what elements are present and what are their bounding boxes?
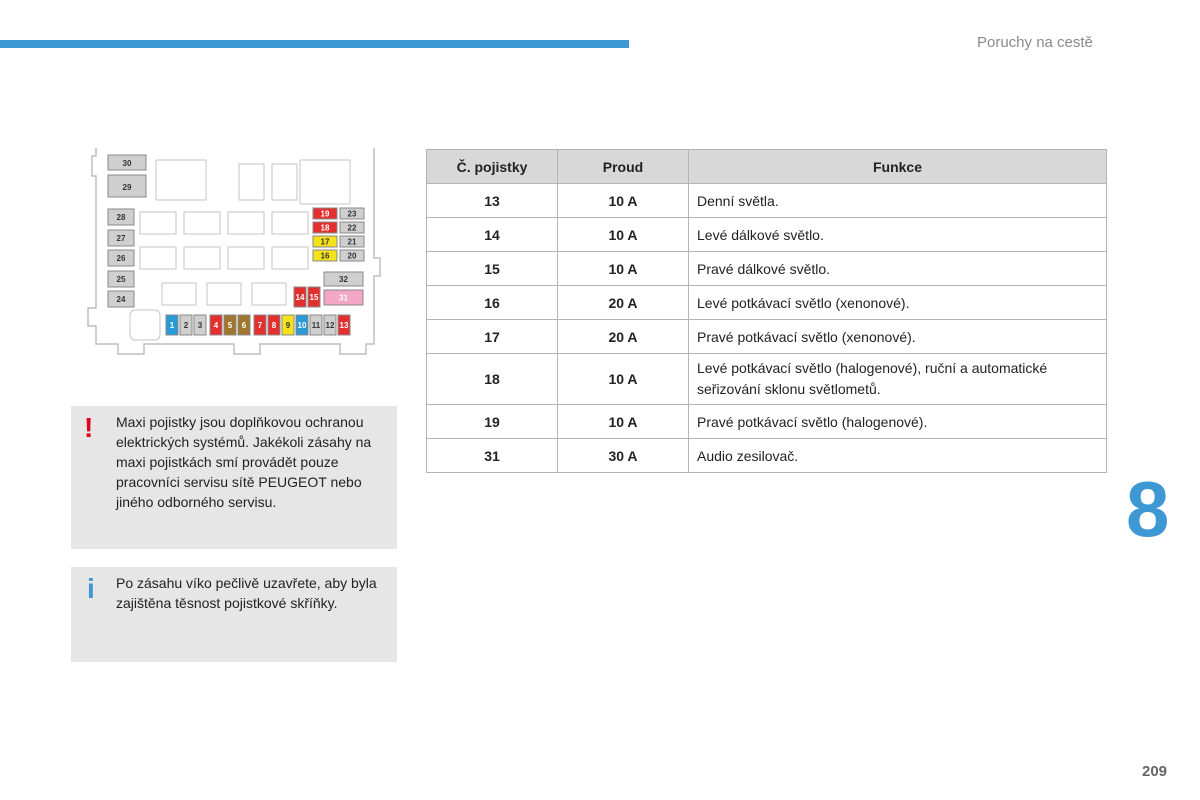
- fuse-label-23: 23: [347, 209, 357, 219]
- fuse-label-1: 1: [169, 321, 175, 330]
- fuse-label-25: 25: [116, 275, 126, 284]
- fuse-label-15: 15: [309, 293, 319, 302]
- fuse-label-16: 16: [320, 251, 330, 261]
- info-icon: i: [87, 573, 95, 604]
- fuse-label-7: 7: [257, 321, 263, 330]
- fuse-label-32: 32: [339, 275, 348, 284]
- chapter-number: 8: [1126, 465, 1170, 553]
- header-accent-bar: [0, 40, 629, 48]
- fuse-label-13: 13: [339, 321, 349, 330]
- fuse-label-24: 24: [116, 295, 126, 304]
- table-row: [427, 354, 1107, 405]
- table-header-row: [427, 150, 1107, 184]
- fuse-box-diagram: [84, 148, 384, 370]
- cell-fuse-number: 14: [427, 218, 558, 252]
- info-note-text: Po zásahu víko pečlivě uzavřete, aby byla zajištěna těsnost pojistkové skříňky.: [116, 575, 377, 611]
- fuse-label-29: 29: [122, 183, 132, 192]
- fuse-label-3: 3: [197, 321, 203, 330]
- table-row: [427, 286, 1107, 320]
- cell-current: 20 A: [558, 320, 689, 354]
- cell-function: Audio zesilovač.: [689, 439, 1107, 473]
- cell-fuse-number: 16: [427, 286, 558, 320]
- cell-function: Pravé potkávací světlo (xenonové).: [689, 320, 1107, 354]
- fuse-label-14: 14: [295, 293, 305, 302]
- cell-current: 10 A: [558, 252, 689, 286]
- fuse-label-26: 26: [116, 254, 126, 263]
- table-row: [427, 218, 1107, 252]
- fuse-label-21: 21: [347, 237, 357, 247]
- cell-fuse-number: 18: [427, 354, 558, 405]
- cell-function: Pravé potkávací světlo (halogenové).: [689, 405, 1107, 439]
- fuse-label-28: 28: [116, 213, 126, 222]
- exclamation-icon: !: [84, 412, 94, 443]
- fuse-label-9: 9: [285, 321, 291, 330]
- table-row: [427, 184, 1107, 218]
- cell-current: 20 A: [558, 286, 689, 320]
- cell-current: 10 A: [558, 218, 689, 252]
- fuse-label-5: 5: [227, 321, 233, 330]
- header-function: Funkce: [689, 150, 1107, 184]
- fuse-label-4: 4: [213, 321, 219, 330]
- table-row: [427, 405, 1107, 439]
- fuse-label-27: 27: [116, 234, 126, 243]
- cell-current: 10 A: [558, 354, 689, 405]
- fuse-label-22: 22: [347, 223, 357, 233]
- fuse-label-30: 30: [122, 159, 132, 168]
- cell-fuse-number: 31: [427, 439, 558, 473]
- cell-fuse-number: 19: [427, 405, 558, 439]
- section-title: Poruchy na cestě: [977, 34, 1093, 51]
- cell-fuse-number: 13: [427, 184, 558, 218]
- fuse-label-20: 20: [347, 251, 357, 261]
- table-row: [427, 439, 1107, 473]
- cell-function: Denní světla.: [689, 184, 1107, 218]
- fuse-label-10: 10: [297, 321, 307, 330]
- fuse-label-11: 11: [311, 321, 321, 330]
- header-current: Proud: [558, 150, 689, 184]
- cell-fuse-number: 17: [427, 320, 558, 354]
- fuse-label-18: 18: [320, 223, 330, 233]
- cell-current: 10 A: [558, 405, 689, 439]
- cell-current: 30 A: [558, 439, 689, 473]
- page-number: 209: [1142, 763, 1168, 780]
- fuse-table: [426, 149, 1107, 473]
- cell-fuse-number: 15: [427, 252, 558, 286]
- cell-function: Levé potkávací světlo (halogenové), ruční a automatické seřizování sklonu světlometů.: [689, 354, 1107, 405]
- cell-function: Levé potkávací světlo (xenonové).: [689, 286, 1107, 320]
- bottom-fuse-row: [166, 315, 350, 335]
- fuse-label-12: 12: [325, 321, 335, 330]
- table-row: [427, 320, 1107, 354]
- fuse-label-8: 8: [271, 321, 277, 330]
- warning-note-text: Maxi pojistky jsou doplňkovou ochranou elektrických systémů. Jakékoli zásahy na maxi pojistkách smí provádět pouze pracovníci servisu sítě PEUGEOT nebo jiného odborného servisu.: [116, 414, 372, 510]
- fuse-label-2: 2: [183, 321, 189, 330]
- cell-current: 10 A: [558, 184, 689, 218]
- table-row: [427, 252, 1107, 286]
- cell-function: Levé dálkové světlo.: [689, 218, 1107, 252]
- fuse-label-19: 19: [320, 209, 330, 219]
- warning-note: [71, 406, 397, 549]
- cell-function: Pravé dálkové světlo.: [689, 252, 1107, 286]
- fuse-label-31: 31: [339, 293, 348, 303]
- fuse-label-6: 6: [241, 321, 247, 330]
- fuse-label-17: 17: [320, 237, 330, 247]
- info-note: [71, 567, 397, 662]
- header-fuse-number: Č. pojistky: [427, 150, 558, 184]
